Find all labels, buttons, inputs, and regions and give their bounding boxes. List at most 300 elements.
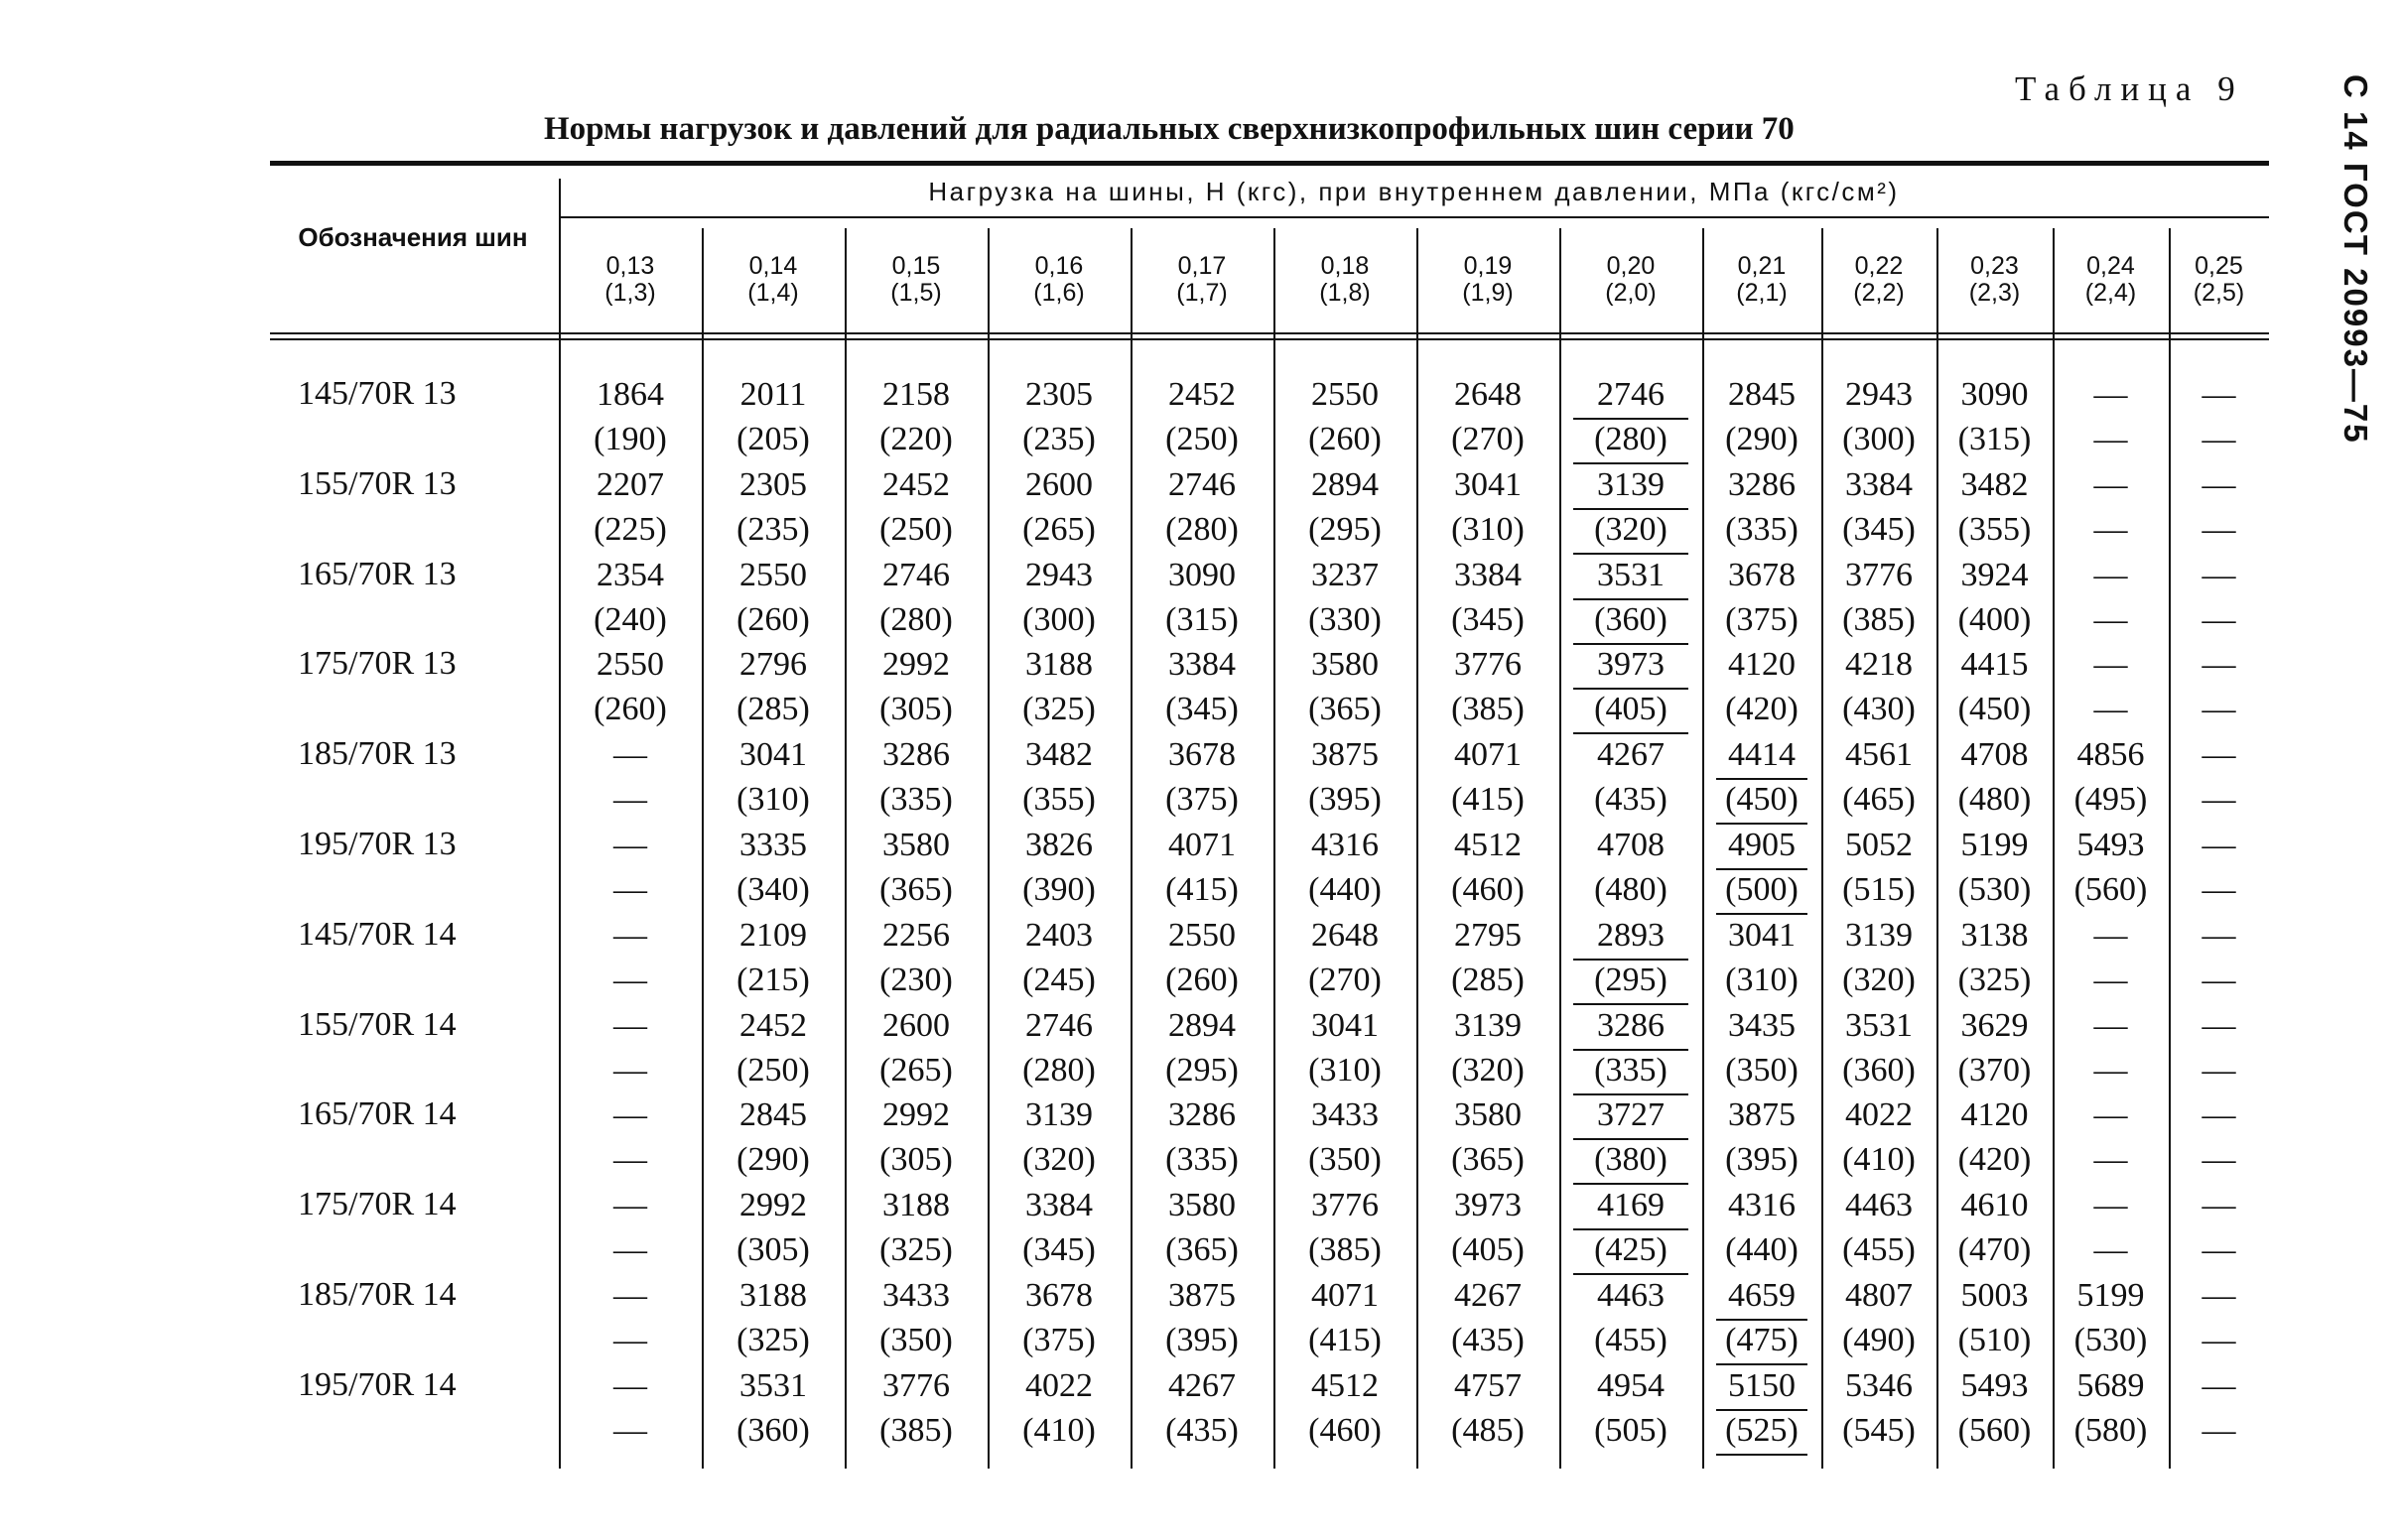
load-kgf: — xyxy=(613,1412,647,1449)
load-kgf: (365) xyxy=(1165,1231,1239,1268)
load-kgf: (205) xyxy=(736,421,810,457)
load-newton: 2845 xyxy=(1728,376,1796,413)
pressure-mpa: 0,23 xyxy=(1970,252,2019,280)
load-kgf: (280) xyxy=(879,601,953,638)
load-kgf: (490) xyxy=(1842,1322,1916,1358)
load-kgf: — xyxy=(613,962,647,998)
highlight-rule xyxy=(1716,1363,1807,1365)
load-newton: 3335 xyxy=(739,827,807,863)
load-newton: 4316 xyxy=(1728,1187,1796,1223)
load-newton: — xyxy=(613,827,647,863)
load-kgf: (260) xyxy=(736,601,810,638)
load-kgf: (345) xyxy=(1022,1231,1096,1268)
load-kgf: (515) xyxy=(1842,871,1916,908)
pressure-mpa: 0,15 xyxy=(891,252,941,280)
load-kgf: (395) xyxy=(1725,1141,1799,1178)
load-newton: 3482 xyxy=(1960,466,2029,503)
load-newton: 4120 xyxy=(1960,1096,2029,1133)
load-kgf: (410) xyxy=(1022,1412,1096,1449)
load-newton: — xyxy=(613,736,647,773)
load-newton: 2893 xyxy=(1597,917,1665,954)
load-newton: 3727 xyxy=(1597,1096,1665,1133)
load-newton: 5199 xyxy=(1960,827,2029,863)
pressure-mpa: 0,17 xyxy=(1177,252,1227,280)
load-kgf: (485) xyxy=(1451,1412,1525,1449)
pressure-mpa: 0,19 xyxy=(1463,252,1513,280)
load-kgf: (365) xyxy=(879,871,953,908)
pressure-mpa: 0,20 xyxy=(1606,252,1656,280)
load-kgf: (455) xyxy=(1842,1231,1916,1268)
load-newton: 3433 xyxy=(1311,1096,1379,1133)
load-kgf: (335) xyxy=(1725,511,1799,548)
load-kgf: (545) xyxy=(1842,1412,1916,1449)
load-kgf: (280) xyxy=(1594,421,1667,457)
load-newton: 2600 xyxy=(882,1007,950,1044)
load-kgf: (215) xyxy=(736,962,810,998)
load-kgf: (290) xyxy=(736,1141,810,1178)
highlight-rule xyxy=(1573,1228,1688,1230)
load-kgf: (450) xyxy=(1957,691,2032,727)
load-kgf: (285) xyxy=(1451,962,1525,998)
load-kgf: (295) xyxy=(1308,511,1382,548)
load-kgf: — xyxy=(2201,1052,2236,1089)
pressure-mpa: 0,18 xyxy=(1320,252,1370,280)
load-kgf: (405) xyxy=(1594,691,1667,727)
load-newton: 4610 xyxy=(1960,1187,2029,1223)
highlight-rule xyxy=(1716,1409,1807,1411)
load-newton: 3286 xyxy=(882,736,950,773)
highlight-rule xyxy=(1573,508,1688,510)
highlight-rule xyxy=(1573,688,1688,690)
load-newton: — xyxy=(2201,1367,2236,1404)
load-newton: 2305 xyxy=(739,466,807,503)
load-newton: 3531 xyxy=(1597,557,1665,593)
load-kgf: (320) xyxy=(1594,511,1667,548)
load-newton: 3826 xyxy=(1025,827,1093,863)
load-kgf: (360) xyxy=(736,1412,810,1449)
load-kgf: — xyxy=(2093,1141,2128,1178)
load-kgf: (315) xyxy=(1957,421,2032,457)
load-kgf: — xyxy=(613,1322,647,1358)
load-newton: 3138 xyxy=(1960,917,2029,954)
load-kgf: (455) xyxy=(1594,1322,1667,1358)
pressure-kgf: (2,0) xyxy=(1605,279,1657,307)
load-newton: 2943 xyxy=(1845,376,1913,413)
load-kgf: — xyxy=(2093,1052,2128,1089)
load-kgf: (310) xyxy=(1451,511,1525,548)
load-newton: — xyxy=(2093,1187,2128,1223)
load-newton: — xyxy=(2093,646,2128,683)
load-kgf: (525) xyxy=(1725,1412,1799,1449)
load-kgf: — xyxy=(2201,1412,2236,1449)
load-kgf: (340) xyxy=(736,871,810,908)
load-kgf: — xyxy=(2201,1141,2236,1178)
load-newton: 3384 xyxy=(1025,1187,1093,1223)
load-newton: 4561 xyxy=(1845,736,1913,773)
tire-designation: 195/70R 13 xyxy=(298,826,457,862)
pressure-kgf: (1,4) xyxy=(747,279,799,307)
pressure-header xyxy=(2053,253,2169,307)
pressure-mpa: 0,22 xyxy=(1854,252,1904,280)
pressure-mpa: 0,25 xyxy=(2195,252,2243,280)
tire-designation: 195/70R 14 xyxy=(298,1366,457,1403)
load-newton: 2452 xyxy=(1168,376,1236,413)
load-kgf: (370) xyxy=(1957,1052,2032,1089)
load-newton: — xyxy=(2201,466,2236,503)
load-kgf: (415) xyxy=(1308,1322,1382,1358)
load-newton: 3973 xyxy=(1454,1187,1522,1223)
highlight-rule xyxy=(1716,1454,1807,1456)
load-kgf: (250) xyxy=(879,511,953,548)
load-newton: 2992 xyxy=(739,1187,807,1223)
load-kgf: (480) xyxy=(1957,781,2032,818)
highlight-rule xyxy=(1716,1319,1807,1321)
load-kgf: (425) xyxy=(1594,1231,1667,1268)
load-newton: 2550 xyxy=(1168,917,1236,954)
table-top-rule xyxy=(270,161,2269,166)
load-newton: 3090 xyxy=(1168,557,1236,593)
load-kgf: (325) xyxy=(1022,691,1096,727)
load-newton: 4120 xyxy=(1728,646,1796,683)
load-newton: 2648 xyxy=(1454,376,1522,413)
load-kgf: (385) xyxy=(879,1412,953,1449)
load-newton: — xyxy=(2093,376,2128,413)
tire-designation-header: Обозначения шин xyxy=(298,222,528,252)
highlight-rule xyxy=(1573,1183,1688,1185)
load-kgf: (355) xyxy=(1022,781,1096,818)
load-kgf: (530) xyxy=(1957,871,2032,908)
pressure-header xyxy=(559,253,702,307)
load-kgf: (475) xyxy=(1725,1322,1799,1358)
load-kgf: — xyxy=(2093,691,2128,727)
load-newton: 3041 xyxy=(739,736,807,773)
pressure-header xyxy=(1131,253,1273,307)
load-kgf: (335) xyxy=(1165,1141,1239,1178)
load-newton: 4022 xyxy=(1845,1096,1913,1133)
load-kgf: (345) xyxy=(1451,601,1525,638)
load-newton: 4708 xyxy=(1597,827,1665,863)
pressure-kgf: (2,5) xyxy=(2193,279,2245,307)
load-newton: 3678 xyxy=(1168,736,1236,773)
pressure-mpa: 0,21 xyxy=(1737,252,1787,280)
tire-designation: 155/70R 13 xyxy=(298,465,457,502)
load-kgf: (450) xyxy=(1725,781,1799,818)
load-newton: 4905 xyxy=(1728,827,1796,863)
load-kgf: (300) xyxy=(1842,421,1916,457)
load-newton: 3188 xyxy=(1025,646,1093,683)
load-newton: — xyxy=(2093,466,2128,503)
pressure-header xyxy=(1702,253,1821,307)
load-newton: 5003 xyxy=(1960,1277,2029,1314)
load-kgf: (390) xyxy=(1022,871,1096,908)
load-kgf: (240) xyxy=(594,601,667,638)
pressure-kgf: (1,3) xyxy=(604,279,656,307)
load-newton: 3776 xyxy=(1311,1187,1379,1223)
load-kgf: (360) xyxy=(1594,601,1667,638)
load-kgf: (280) xyxy=(1022,1052,1096,1089)
highlight-rule xyxy=(1716,823,1807,825)
load-newton: — xyxy=(2201,736,2236,773)
load-newton: 3188 xyxy=(882,1187,950,1223)
load-newton: — xyxy=(2093,557,2128,593)
highlight-rule xyxy=(1573,1273,1688,1275)
load-newton: 2992 xyxy=(882,1096,950,1133)
tire-designation: 165/70R 14 xyxy=(298,1095,457,1132)
load-kgf: (290) xyxy=(1725,421,1799,457)
load-kgf: (420) xyxy=(1957,1141,2032,1178)
tire-designation: 165/70R 13 xyxy=(298,556,457,592)
load-kgf: — xyxy=(2093,421,2128,457)
load-kgf: — xyxy=(2093,511,2128,548)
load-newton: 3286 xyxy=(1168,1096,1236,1133)
load-kgf: (320) xyxy=(1842,962,1916,998)
load-kgf: (245) xyxy=(1022,962,1096,998)
load-kgf: (395) xyxy=(1165,1322,1239,1358)
load-newton: — xyxy=(2201,646,2236,683)
load-newton: 2207 xyxy=(597,466,664,503)
load-kgf: (250) xyxy=(736,1052,810,1089)
load-kgf: (495) xyxy=(2073,781,2148,818)
load-kgf: (405) xyxy=(1451,1231,1525,1268)
load-newton: — xyxy=(2201,917,2236,954)
load-newton: 1864 xyxy=(597,376,664,413)
pressure-kgf: (2,4) xyxy=(2084,279,2137,307)
load-newton: 2943 xyxy=(1025,557,1093,593)
load-newton: 3580 xyxy=(1168,1187,1236,1223)
load-kgf: — xyxy=(2093,962,2128,998)
load-newton: 3924 xyxy=(1960,557,2029,593)
load-kgf: (460) xyxy=(1308,1412,1382,1449)
load-newton: 4169 xyxy=(1597,1187,1665,1223)
load-kgf: — xyxy=(2201,1231,2236,1268)
load-kgf: (580) xyxy=(2073,1412,2148,1449)
load-newton: 3776 xyxy=(1845,557,1913,593)
load-kgf: — xyxy=(613,871,647,908)
load-kgf: (530) xyxy=(2073,1322,2148,1358)
load-kgf: (360) xyxy=(1842,1052,1916,1089)
load-newton: 5689 xyxy=(2076,1367,2145,1404)
load-newton: 4267 xyxy=(1454,1277,1522,1314)
load-newton: 3678 xyxy=(1728,557,1796,593)
load-newton: 3531 xyxy=(739,1367,807,1404)
load-kgf: (415) xyxy=(1451,781,1525,818)
load-kgf: — xyxy=(613,1231,647,1268)
header-bottom-rule xyxy=(270,332,2269,334)
load-kgf: (415) xyxy=(1165,871,1239,908)
load-newton: 3041 xyxy=(1728,917,1796,954)
highlight-rule xyxy=(1573,1003,1688,1005)
load-kgf: (350) xyxy=(1308,1141,1382,1178)
load-newton: 5052 xyxy=(1845,827,1913,863)
load-newton: 2894 xyxy=(1168,1007,1236,1044)
load-newton: 4071 xyxy=(1454,736,1522,773)
load-kgf: (355) xyxy=(1957,511,2032,548)
pressure-header xyxy=(702,253,845,307)
pressure-mpa: 0,13 xyxy=(605,252,655,280)
load-kgf: (350) xyxy=(879,1322,953,1358)
load-newton: 4267 xyxy=(1168,1367,1236,1404)
load-newton: 4218 xyxy=(1845,646,1913,683)
load-kgf: (350) xyxy=(1725,1052,1799,1089)
load-newton: 4856 xyxy=(2076,736,2145,773)
pressure-kgf: (2,1) xyxy=(1736,279,1788,307)
pressure-header xyxy=(988,253,1131,307)
load-newton: 4659 xyxy=(1728,1277,1796,1314)
load-newton: 2795 xyxy=(1454,917,1522,954)
load-kgf: (385) xyxy=(1308,1231,1382,1268)
load-kgf: (270) xyxy=(1308,962,1382,998)
load-kgf: (345) xyxy=(1842,511,1916,548)
load-kgf: — xyxy=(2201,1322,2236,1358)
load-newton: 2845 xyxy=(739,1096,807,1133)
load-kgf: (435) xyxy=(1165,1412,1239,1449)
load-newton: 2746 xyxy=(882,557,950,593)
load-kgf: (435) xyxy=(1451,1322,1525,1358)
load-kgf: (460) xyxy=(1451,871,1525,908)
load-kgf: (260) xyxy=(1165,962,1239,998)
load-newton: 2550 xyxy=(1311,376,1379,413)
highlight-rule xyxy=(1573,1138,1688,1140)
load-newton: 5150 xyxy=(1728,1367,1796,1404)
highlight-rule xyxy=(1573,1049,1688,1051)
load-newton: 3482 xyxy=(1025,736,1093,773)
load-newton: 5493 xyxy=(2076,827,2145,863)
load-kgf: (265) xyxy=(879,1052,953,1089)
load-kgf: — xyxy=(2201,601,2236,638)
load-newton: 2011 xyxy=(739,376,807,413)
pressure-header xyxy=(1273,253,1416,307)
load-newton: 3435 xyxy=(1728,1007,1796,1044)
load-kgf: (310) xyxy=(736,781,810,818)
load-newton: 3384 xyxy=(1845,466,1913,503)
load-kgf: (365) xyxy=(1308,691,1382,727)
load-newton: — xyxy=(2093,1007,2128,1044)
load-kgf: (500) xyxy=(1725,871,1799,908)
load-newton: — xyxy=(613,1096,647,1133)
load-kgf: (560) xyxy=(1957,1412,2032,1449)
load-kgf: (260) xyxy=(1308,421,1382,457)
load-newton: 3531 xyxy=(1845,1007,1913,1044)
load-kgf: (395) xyxy=(1308,781,1382,818)
load-kgf: (385) xyxy=(1451,691,1525,727)
load-kgf: (470) xyxy=(1957,1231,2032,1268)
pressure-mpa: 0,24 xyxy=(2086,252,2135,280)
load-newton: 3776 xyxy=(882,1367,950,1404)
highlight-rule xyxy=(1573,959,1688,961)
load-newton: — xyxy=(613,917,647,954)
pressure-mpa: 0,14 xyxy=(748,252,798,280)
load-kgf: — xyxy=(2201,871,2236,908)
load-kgf: (385) xyxy=(1842,601,1916,638)
load-kgf: (280) xyxy=(1165,511,1239,548)
load-newton: 3433 xyxy=(882,1277,950,1314)
load-newton: 3090 xyxy=(1960,376,2029,413)
load-newton: 3875 xyxy=(1168,1277,1236,1314)
load-newton: — xyxy=(2201,376,2236,413)
pressure-kgf: (1,7) xyxy=(1176,279,1228,307)
load-newton: 3776 xyxy=(1454,646,1522,683)
load-kgf: (430) xyxy=(1842,691,1916,727)
load-newton: 3139 xyxy=(1845,917,1913,954)
load-kgf: (230) xyxy=(879,962,953,998)
load-newton: 4267 xyxy=(1597,736,1665,773)
load-kgf: — xyxy=(613,1141,647,1178)
load-kgf: (285) xyxy=(736,691,810,727)
load-kgf: (235) xyxy=(736,511,810,548)
pressure-header xyxy=(1821,253,1936,307)
tire-designation: 185/70R 14 xyxy=(298,1276,457,1313)
pressure-kgf: (1,9) xyxy=(1462,279,1514,307)
load-kgf: (225) xyxy=(594,511,667,548)
load-kgf: — xyxy=(2201,511,2236,548)
load-kgf: (560) xyxy=(2073,871,2148,908)
load-kgf: (420) xyxy=(1725,691,1799,727)
load-newton: 4512 xyxy=(1311,1367,1379,1404)
load-newton: — xyxy=(2201,1277,2236,1314)
tire-designation: 175/70R 14 xyxy=(298,1186,457,1222)
load-newton: 2648 xyxy=(1311,917,1379,954)
load-kgf: — xyxy=(2093,601,2128,638)
load-kgf: (325) xyxy=(1957,962,2032,998)
load-newton: 2256 xyxy=(882,917,950,954)
load-kgf: (435) xyxy=(1594,781,1667,818)
load-kgf: (335) xyxy=(879,781,953,818)
load-newton: 3286 xyxy=(1728,466,1796,503)
load-newton: 5346 xyxy=(1845,1367,1913,1404)
highlight-rule xyxy=(1573,553,1688,555)
load-newton: 2550 xyxy=(739,557,807,593)
load-kgf: (505) xyxy=(1594,1412,1667,1449)
load-newton: 4463 xyxy=(1597,1277,1665,1314)
load-newton: 2158 xyxy=(882,376,950,413)
load-newton: — xyxy=(2201,827,2236,863)
load-newton: 3041 xyxy=(1454,466,1522,503)
load-newton: — xyxy=(2201,1007,2236,1044)
load-newton: 4512 xyxy=(1454,827,1522,863)
load-newton: 4071 xyxy=(1168,827,1236,863)
pressure-header xyxy=(1936,253,2053,307)
load-kgf: — xyxy=(613,781,647,818)
load-newton: 4415 xyxy=(1960,646,2029,683)
load-kgf: (305) xyxy=(879,691,953,727)
load-newton: 4757 xyxy=(1454,1367,1522,1404)
load-newton: — xyxy=(2093,1096,2128,1133)
load-kgf: (510) xyxy=(1957,1322,2032,1358)
load-kgf: (375) xyxy=(1725,601,1799,638)
load-kgf: (365) xyxy=(1451,1141,1525,1178)
table-number-label: Таблица 9 xyxy=(2015,69,2244,108)
load-newton: 3973 xyxy=(1597,646,1665,683)
highlight-rule xyxy=(1573,598,1688,600)
load-newton: 4022 xyxy=(1025,1367,1093,1404)
load-newton: — xyxy=(613,1007,647,1044)
load-kgf: (220) xyxy=(879,421,953,457)
load-newton: 3384 xyxy=(1168,646,1236,683)
pressure-header xyxy=(2169,253,2269,307)
load-newton: 2796 xyxy=(739,646,807,683)
load-newton: — xyxy=(2093,917,2128,954)
pressure-header xyxy=(1559,253,1702,307)
load-kgf: (315) xyxy=(1165,601,1239,638)
load-newton: 3629 xyxy=(1960,1007,2029,1044)
load-newton: 4954 xyxy=(1597,1367,1665,1404)
load-newton: — xyxy=(2201,1096,2236,1133)
load-kgf: (300) xyxy=(1022,601,1096,638)
pressure-kgf: (2,3) xyxy=(1968,279,2021,307)
pressure-kgf: (2,2) xyxy=(1853,279,1905,307)
load-kgf: (320) xyxy=(1451,1052,1525,1089)
page-running-header: С 14 ГОСТ 20993—75 xyxy=(2337,74,2374,445)
